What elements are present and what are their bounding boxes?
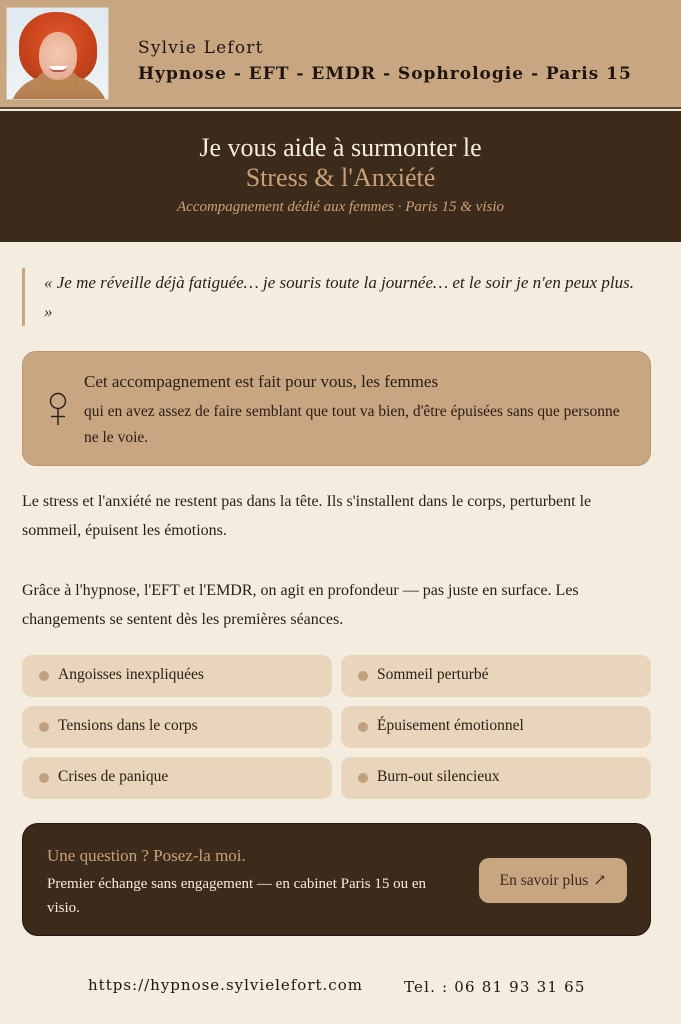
- symptom-label: Burn-out silencieux: [377, 768, 500, 785]
- card-text: qui en avez assez de faire semblant que tout va bien, d'être épuisées sans que personne ne le voie.: [84, 403, 620, 446]
- avatar: [6, 7, 109, 100]
- bullet-dot-icon: [39, 671, 49, 681]
- testimonial-quote: « Je me réveille déjà fatiguée… je souris toute la journée… et le soir je n'en peux plus. »: [22, 268, 642, 326]
- avatar-face: [39, 32, 77, 80]
- symptom-chip: [22, 706, 332, 748]
- symptom-chip: [341, 655, 651, 697]
- external-link-arrow-icon: ↗: [593, 872, 607, 889]
- practitioner-name: Sylvie Lefort: [138, 38, 264, 58]
- hero-banner: [0, 111, 681, 242]
- symptom-chip: [341, 757, 651, 799]
- hero-highlight: Stress & l'Anxiété: [245, 163, 436, 192]
- symptom-label: Sommeil perturbé: [377, 666, 489, 683]
- bullet-dot-icon: [39, 773, 49, 783]
- website-link[interactable]: https://hypnose.sylvielefort.com: [88, 976, 363, 994]
- target-audience-card: [22, 351, 651, 466]
- symptom-label: Tensions dans le corps: [58, 717, 198, 734]
- contact-cta-card: [22, 823, 651, 936]
- symptom-chip: [341, 706, 651, 748]
- intro-paragraph: Le stress et l'anxiété ne restent pas dans la tête. Ils s'installent dans le corps, perturbent le sommeil, épuisent les émotions.: [22, 493, 592, 539]
- symptom-label: Angoisses inexpliquées: [58, 666, 204, 683]
- site-header: [0, 0, 681, 109]
- card-title: Cet accompagnement est fait pour vous, les femmes: [84, 372, 439, 391]
- phone-link[interactable]: Tel. : 06 81 93 31 65: [404, 978, 586, 996]
- method-paragraph: Grâce à l'hypnose, l'EFT et l'EMDR, on agit en profondeur — pas juste en surface. Les changements se sentent dès les premières séances.: [22, 582, 579, 628]
- learn-more-button[interactable]: [479, 858, 627, 903]
- bullet-dot-icon: [358, 722, 368, 732]
- venus-icon: [49, 392, 67, 428]
- symptom-label: Crises de panique: [58, 768, 169, 785]
- bullet-dot-icon: [358, 773, 368, 783]
- hero-title: Je vous aide à surmonter le: [199, 133, 482, 162]
- cta-title: Une question ? Posez-la moi.: [47, 846, 246, 865]
- bullet-dot-icon: [39, 722, 49, 732]
- symptom-chip: [22, 655, 332, 697]
- cta-text: Premier échange sans engagement — en cabinet Paris 15 ou en visio.: [47, 876, 427, 916]
- bullet-dot-icon: [358, 671, 368, 681]
- hero-subtitle: Accompagnement dédié aux femmes · Paris 15 & visio: [176, 199, 504, 215]
- specialties: Hypnose - EFT - EMDR - Sophrologie - Paris 15: [138, 64, 632, 84]
- symptom-chip: [22, 757, 332, 799]
- symptom-label: Épuisement émotionnel: [377, 717, 524, 734]
- learn-more-label: En savoir plus: [499, 871, 589, 889]
